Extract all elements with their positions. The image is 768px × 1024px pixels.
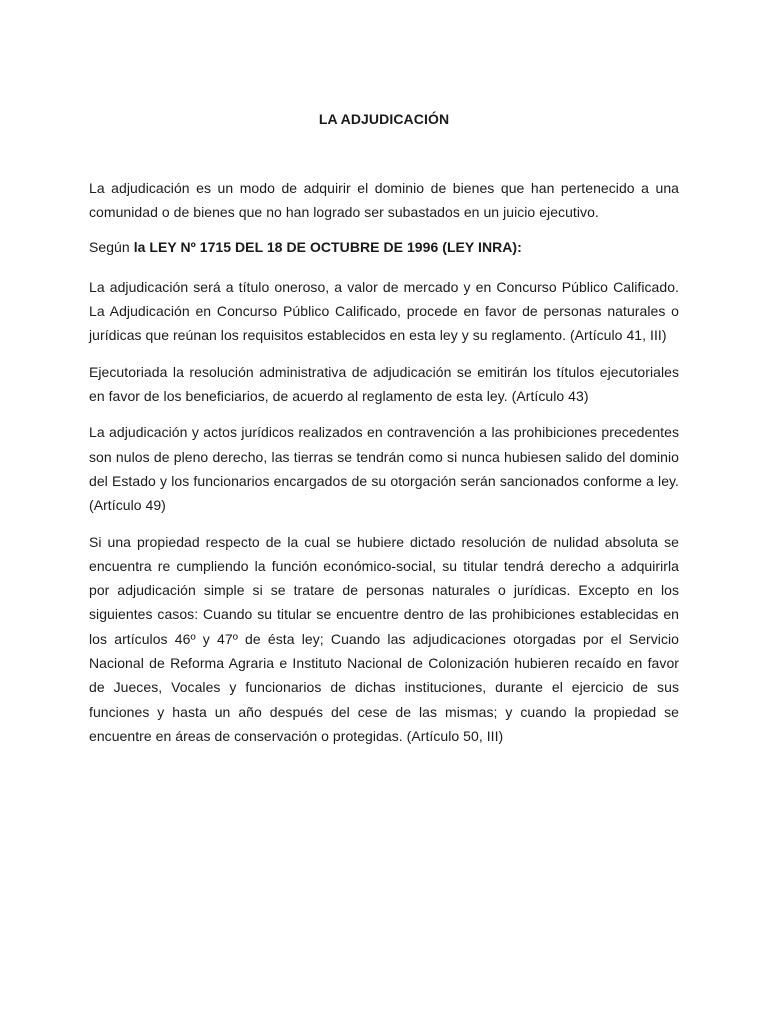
paragraph-article-49: La adjudicación y actos jurídicos realizados en contravención a las prohibiciones precedentes son nulos de pleno derecho, las tierras se tendrán como si nunca hubiesen salido del dominio del Estado y los funcionarios encargados de su otorgación serán sancionados conforme a ley. (Artículo 49) [89,424,679,514]
paragraph-article-50: Si una propiedad respecto de la cual se hubiere dictado resolución de nulidad absoluta se encuentra re cumpliendo la función económico-social, su titular tendrá derecho a adquirirla por adjudicación simple si se tratare de personas naturales o jurídicas. Excepto en los siguientes casos: Cuando su titular se encuentre dentro de las prohibiciones establecidas en los artículos 46º y 47º de ésta ley; Cuando las adjudicaciones otorgadas por el Servicio Nacional de Reforma Agraria e Instituto Nacional de Colonización hubieren recaído en favor de Jueces, Vocales y funcionarios de dichas instituciones, durante el ejercicio de sus funciones y hasta un año después del cese de las mismas; y cuando la propiedad se encuentre en áreas de conservación o protegidas. (Artículo 50, III) [89,533,679,744]
document-page [89,108,679,760]
document-title: LA ADJUDICACIÓN [318,111,450,127]
paragraph-article-41: La adjudicación será a título oneroso, a valor de mercado y en Concurso Público Calificado. La Adjudicación en Concurso Público Calificado, procede en favor de personas naturales o jurídicas que reúnan los requisitos establecidos en esta ley y su reglamento. (Artículo 41, III) [89,278,679,344]
paragraph-article-43: Ejecutoriada la resolución administrativa de adjudicación se emitirán los títulos ejecutoriales en favor de los beneficiarios, de acuerdo al reglamento de esta ley. (Artículo 43) [89,363,679,405]
law-reference: la LEY Nº 1715 DEL 18 DE OCTUBRE DE 1996 (LEY INRA): [133,238,522,255]
law-prefix: Según [89,238,134,255]
intro-paragraph: La adjudicación es un modo de adquirir el dominio de bienes que han pertenecido a una comunidad o de bienes que no han logrado ser subastados en un juicio ejecutivo. [89,180,679,221]
law-reference-paragraph [89,235,679,259]
